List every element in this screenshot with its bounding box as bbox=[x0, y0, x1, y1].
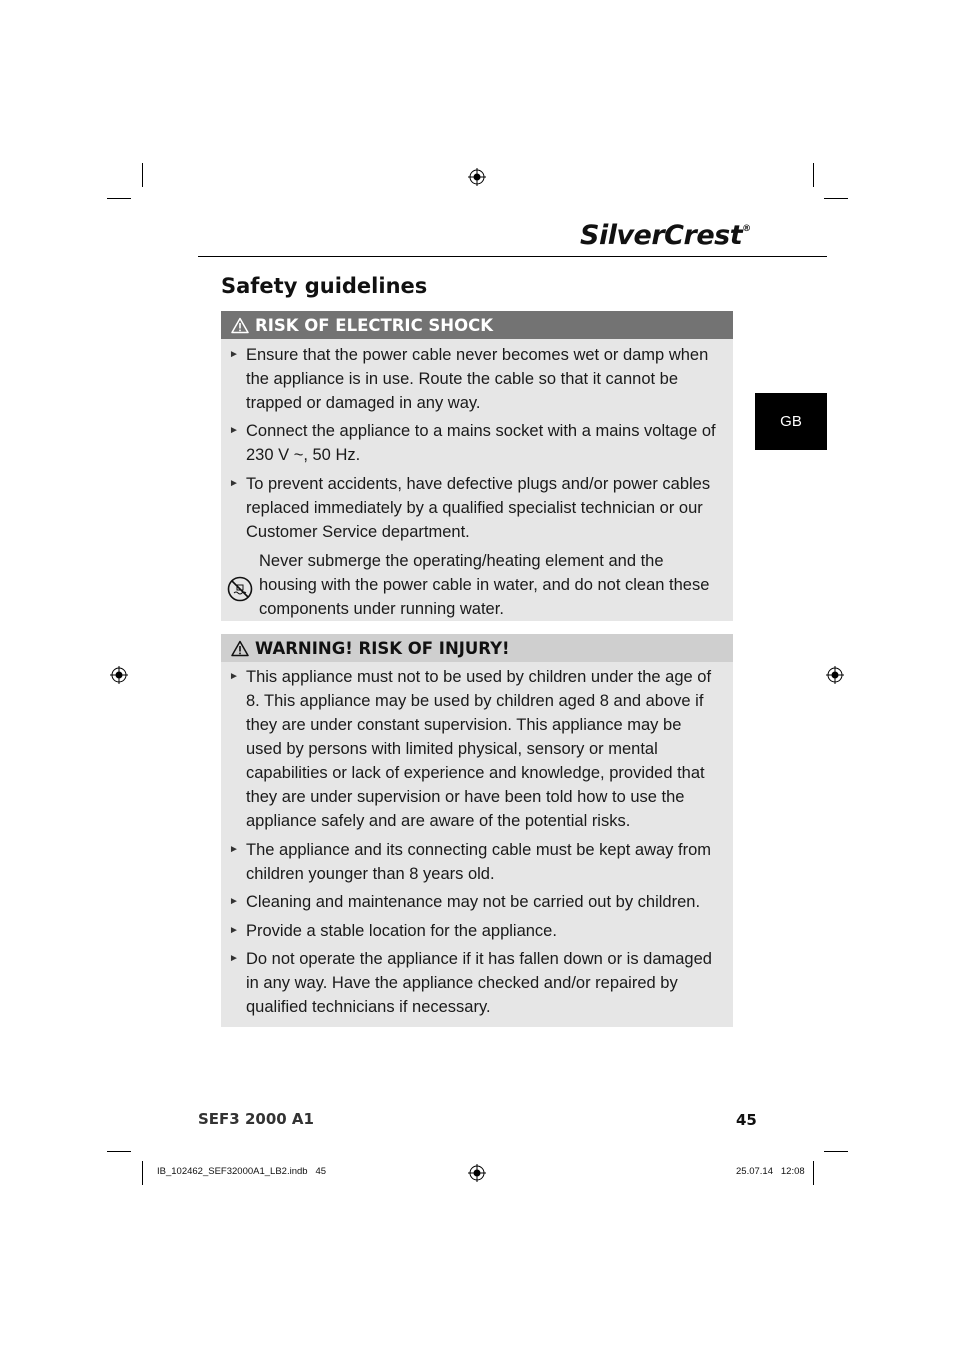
electric-shock-section bbox=[221, 311, 733, 621]
warning-triangle-icon bbox=[231, 640, 249, 657]
bullet-arrow-icon: ► bbox=[229, 953, 239, 964]
bullet-arrow-icon: ► bbox=[229, 349, 239, 360]
bullet-arrow-icon: ► bbox=[229, 896, 239, 907]
registration-mark-icon bbox=[468, 1164, 486, 1182]
page-number: 45 bbox=[736, 1111, 757, 1129]
registration-mark-icon bbox=[826, 666, 844, 684]
injury-section bbox=[221, 634, 733, 1027]
crop-mark bbox=[142, 163, 143, 187]
crop-mark bbox=[824, 198, 848, 199]
section-heading-text: RISK OF ELECTRIC SHOCK bbox=[255, 315, 494, 335]
list-item: ► Connect the appliance to a mains socket with a mains voltage of 230 V ~, 50 Hz. bbox=[246, 419, 721, 467]
submerge-notice: Never submerge the operating/heating element and the housing with the power cable in water, and do not clean these components under running water. bbox=[259, 552, 710, 618]
list-item: ► This appliance must not to be used by children under the age of 8. This appliance may be used by children aged 8 and above if they are under constant supervision. This appliance may be used by persons with limited physical, sensory or mental capabilities or lack of experience and knowledge, provided that they are under supervision or have been told how to use the appliance safely and are aware of the potential risks. bbox=[246, 665, 721, 833]
bullet-arrow-icon: ► bbox=[229, 671, 239, 682]
crop-mark bbox=[107, 1151, 131, 1152]
list-item: ► Provide a stable location for the appliance. bbox=[246, 919, 721, 943]
registration-mark-icon bbox=[468, 168, 486, 186]
crop-mark bbox=[813, 1161, 814, 1185]
crop-mark bbox=[142, 1161, 143, 1185]
bullet-arrow-icon: ► bbox=[229, 478, 239, 489]
list-item: ► Cleaning and maintenance may not be carried out by children. bbox=[246, 890, 721, 914]
header-rule bbox=[198, 256, 827, 257]
bullet-arrow-icon: ► bbox=[229, 844, 239, 855]
section-heading bbox=[221, 311, 733, 339]
section-heading-text: WARNING! RISK OF INJURY! bbox=[255, 638, 510, 658]
bullet-arrow-icon: ► bbox=[229, 425, 239, 436]
crop-mark bbox=[813, 163, 814, 187]
list-item: ► The appliance and its connecting cable must be kept away from children younger than 8 years old. bbox=[246, 838, 721, 886]
brand-logo: SilverCrest® bbox=[580, 220, 751, 251]
model-number: SEF3 2000 A1 bbox=[198, 1110, 314, 1128]
registration-mark-icon bbox=[110, 666, 128, 684]
bullet-arrow-icon: ► bbox=[229, 925, 239, 936]
list-item: ► Ensure that the power cable never becomes wet or damp when the appliance is in use. Route the cable so that it cannot be trapped or damaged in any way. bbox=[246, 343, 721, 415]
do-not-submerge-icon bbox=[227, 576, 253, 602]
crop-mark bbox=[107, 198, 131, 199]
list-item: ► To prevent accidents, have defective plugs and/or power cables replaced immediately by a qualified specialist technician or our Customer Service department. bbox=[246, 472, 721, 544]
crop-mark bbox=[824, 1151, 848, 1152]
file-slug: IB_102462_SEF32000A1_LB2.indb 45 bbox=[157, 1166, 327, 1177]
warning-triangle-icon bbox=[231, 317, 249, 334]
section-heading bbox=[221, 634, 733, 662]
date-slug: 25.07.14 12:08 bbox=[736, 1166, 805, 1177]
page-title: Safety guidelines bbox=[221, 274, 428, 298]
language-tab: GB bbox=[755, 393, 827, 450]
list-item: ► Do not operate the appliance if it has fallen down or is damaged in any way. Have the appliance checked and/or repaired by qualified technicians if necessary. bbox=[246, 947, 721, 1019]
